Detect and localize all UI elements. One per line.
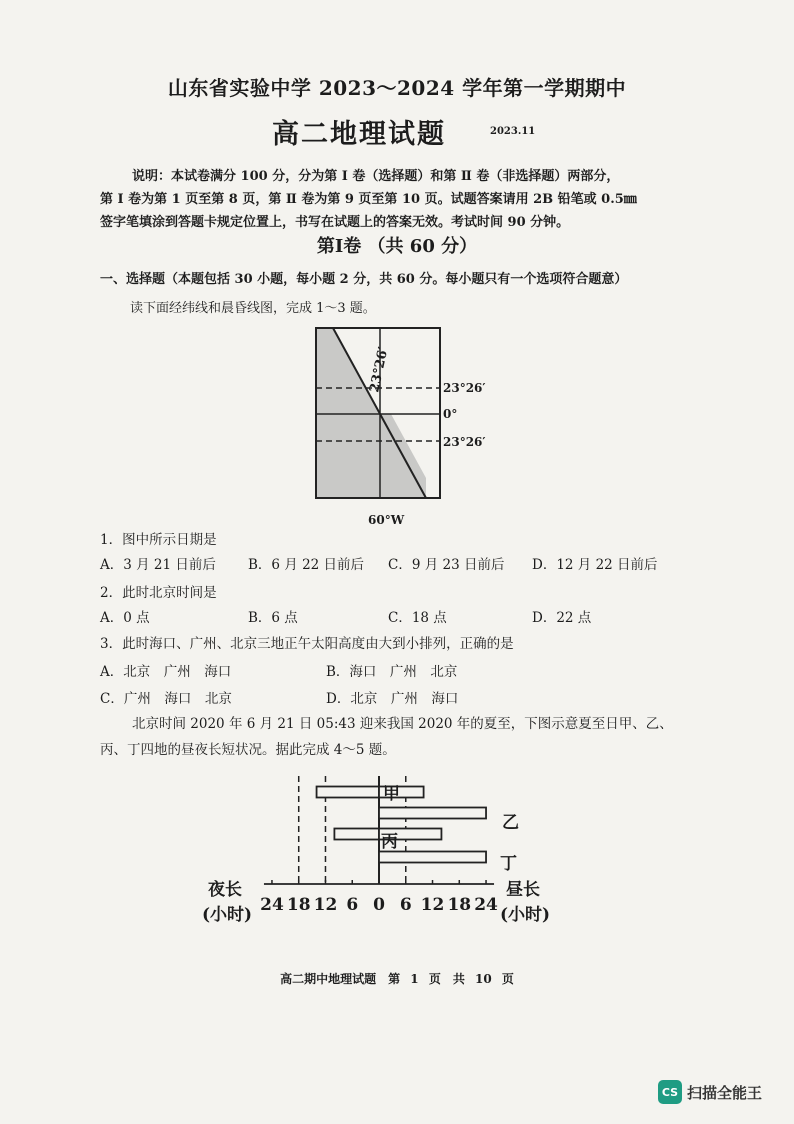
question-2-option-b: B．6 点 xyxy=(248,610,298,626)
passage-line-1: 北京时间 2020 年 6 月 21 日 05:43 迎来我国 2020 年的夏至，下图示意夏至日甲、乙、 xyxy=(132,716,673,732)
paper-date: 2023.11 xyxy=(490,126,536,137)
day-bar-2 xyxy=(379,808,486,819)
question-3-option-c: C．广州 海口 北京 xyxy=(100,691,232,707)
question-2-option-c: C．18 点 xyxy=(388,610,447,626)
left-axis-unit: (小时) xyxy=(202,905,253,925)
question-3-option-d: D．北京 广州 海口 xyxy=(326,691,459,707)
x-tick-label-8: 18 xyxy=(447,895,472,915)
question-1-option-a: A．3 月 21 日前后 xyxy=(100,557,216,573)
school-exam-title: 山东省实验中学 2023～2024 学年第一学期期中 xyxy=(167,76,627,100)
lat-label-south: 23°26′ xyxy=(443,435,486,449)
x-tick-label-4: 6 xyxy=(346,895,359,915)
passage-line-2: 丙、丁四地的昼夜长短状况。据此完成 4～5 题。 xyxy=(100,742,396,758)
question-2-option-d: D．22 点 xyxy=(532,610,592,626)
x-tick-label-9: 24 xyxy=(474,895,498,915)
category-label-1: 甲 xyxy=(383,784,400,804)
lon-label: 60°W xyxy=(368,513,405,527)
left-axis-label: 夜长 xyxy=(208,880,242,900)
night-bar-1 xyxy=(317,787,379,798)
instruction-line-1: 说明：本试卷满分 100 分，分为第 Ⅰ 卷（选择题）和第 Ⅱ 卷（非选择题）两部分， xyxy=(132,169,620,184)
instruction-line-2: 第 Ⅰ 卷为第 1 页至第 8 页，第 Ⅱ 卷为第 9 页至第 10 页。试题答案请用 2B 铅笔或 0.5㎜ xyxy=(100,192,637,207)
question-1-option-d: D．12 月 22 日前后 xyxy=(532,557,658,573)
question-3-option-a: A．北京 广州 海口 xyxy=(100,664,232,680)
day-bar-4 xyxy=(379,852,486,863)
terminator-angle-label: 23°26′ xyxy=(367,345,392,394)
x-tick-label-7: 12 xyxy=(420,895,445,915)
paper-title: 高二地理试题 xyxy=(272,119,446,150)
lat-label-equator: 0° xyxy=(443,407,458,421)
question-1-option-b: B．6 月 22 日前后 xyxy=(248,557,365,573)
question-3-stem: 3．此时海口、广州、北京三地正午太阳高度由大到小排列，正确的是 xyxy=(100,636,514,652)
category-label-2: 乙 xyxy=(502,813,520,833)
figure-1-intro: 读下面经纬线和晨昏线图，完成 1～3 题。 xyxy=(130,301,376,316)
category-label-4: 丁 xyxy=(500,854,518,874)
right-axis-label: 昼长 xyxy=(506,880,540,900)
x-tick-label-5: 0 xyxy=(373,895,385,915)
lat-label-north: 23°26′ xyxy=(443,381,486,395)
right-axis-unit: (小时) xyxy=(500,905,551,925)
scanner-watermark xyxy=(658,1080,762,1104)
night-bar-3 xyxy=(334,829,379,840)
section-heading: 一、选择题（本题包括 30 小题，每小题 2 分，共 60 分。每小题只有一个选项符合题意） xyxy=(100,272,628,287)
part-1-heading: 第Ⅰ卷 （共 60 分） xyxy=(316,236,478,257)
question-2-stem: 2．此时北京时间是 xyxy=(100,585,217,601)
question-1-option-c: C．9 月 23 日前后 xyxy=(388,557,505,573)
x-tick-label-2: 18 xyxy=(286,895,311,915)
category-label-3: 丙 xyxy=(381,832,398,852)
x-tick-label-6: 6 xyxy=(399,895,412,915)
question-3-option-b: B．海口 广州 北京 xyxy=(326,664,458,680)
question-1-stem: 1．图中所示日期是 xyxy=(100,532,217,548)
question-2-option-a: A．0 点 xyxy=(100,610,150,626)
watermark-text: 扫描全能王 xyxy=(687,1083,763,1102)
instruction-line-3: 签字笔填涂到答题卡规定位置上，书写在试题上的答案无效。考试时间 90 分钟。 xyxy=(100,215,570,230)
x-tick-label-1: 24 xyxy=(260,895,284,915)
page-footer: 高二期中地理试题 第 1 页 共 10 页 xyxy=(280,972,514,986)
x-tick-label-3: 12 xyxy=(313,895,338,915)
camscanner-logo-icon: CS xyxy=(658,1080,682,1104)
